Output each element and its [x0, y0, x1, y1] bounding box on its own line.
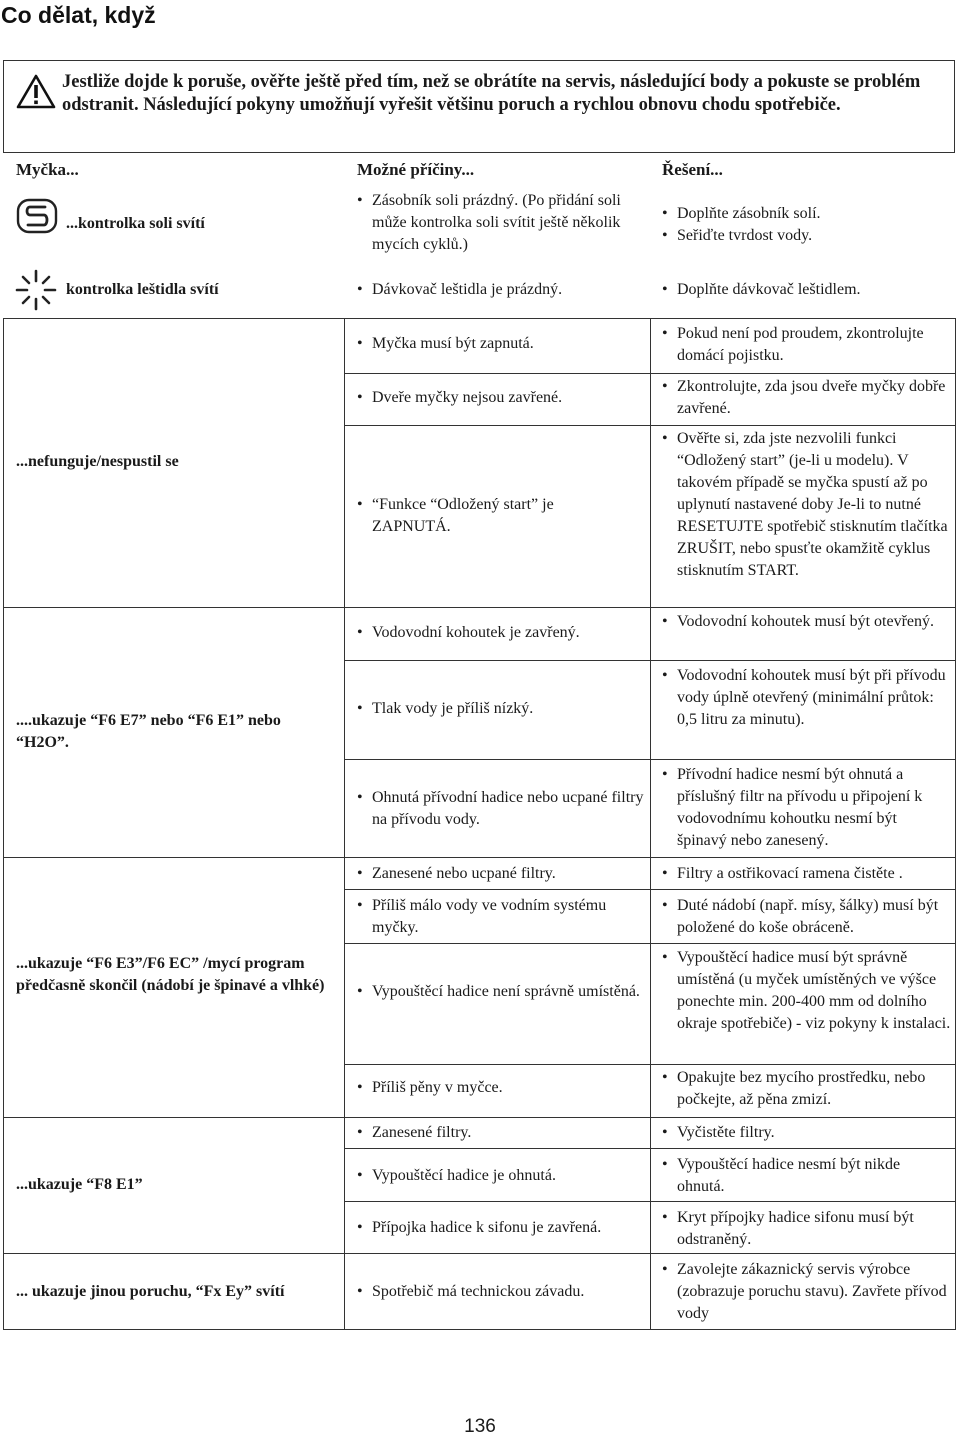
page-title: Co dělat, když — [1, 2, 156, 28]
solution-tap-closed: • Vodovodní kohoutek musí být otevřený. — [662, 611, 948, 633]
cause-filters-clogged: • Zanesené filtry. — [357, 1122, 647, 1144]
problem-f8-e1: ...ukazuje “F8 E1” — [16, 1176, 143, 1193]
column-header-problem: Myčka... — [16, 160, 79, 179]
cause-siphon-closed: • Přípojka hadice k sifonu je zavřená. — [357, 1217, 647, 1239]
solution-power: • Pokud není pod proudem, zkontrolujte domácí pojistku. — [662, 323, 948, 367]
solution-rinse-aid: • Doplňte dávkovač leštidlem. — [662, 279, 952, 301]
solution-siphon-cover: • Kryt přípojky hadice sifonu musí být odstraněný. — [662, 1207, 948, 1251]
problem-f6-e7: ....ukazuje “F6 E7” nebo “F6 E1” nebo “H2O”. — [16, 712, 281, 751]
cause-low-pressure: • Tlak vody je příliš nízký. — [357, 698, 647, 720]
cause-power: • Myčka musí být zapnutá. — [357, 333, 647, 355]
solution-clean-filters: • Vyčistěte filtry. — [662, 1122, 952, 1144]
solution-bent-inlet-hose: • Přívodní hadice nesmí být ohnutá a příslušný filtr na přívodu u připojení k vodovodnímu kohoutku nesmí být špinavý nebo zanesený. — [662, 764, 948, 852]
cause-drain-hose-bent: • Vypouštěcí hadice je ohnutá. — [357, 1165, 647, 1187]
cause-salt: • Zásobník soli prázdný. (Po přidání soli může kontrolka soli svítit ještě několik mycích cyklů.) — [357, 190, 647, 256]
solution-low-pressure: • Vodovodní kohoutek musí být při přívodu vody úplně otevřený (minimální průtok: 0,5 litru za minutu). — [662, 665, 948, 731]
solution-delay-start: • Ověřte si, zda jste nezvolili funkci “Odložený start” (je-li u modelu). V takovém případě se myčka spustí až po uplynutí nastavené doby Je-li to nutné RESETUJTE spotřebič stisknutím tlačítka ZRUŠIT, nebo spusťte okamžitě cyklus stisknutím START. — [662, 428, 948, 582]
warning-box — [3, 60, 955, 153]
cause-little-water: • Příliš málo vody ve vodním systému myčky. — [357, 895, 647, 939]
cause-technical-fault: • Spotřebič má technickou závadu. — [357, 1281, 647, 1303]
solution-too-much-foam: • Opakujte bez mycího prostředku, nebo počkejte, až pěna zmizí. — [662, 1067, 952, 1111]
solution-salt-2: • Seřiďte tvrdost vody. — [662, 225, 952, 247]
salt-indicator-icon — [16, 198, 58, 234]
problem-not-working: ...nefunguje/nespustil se — [16, 453, 179, 470]
column-header-solutions: Řešení... — [662, 160, 723, 179]
column-header-causes: Možné příčiny... — [357, 160, 475, 179]
solution-drain-hose-position: • Vypouštěcí hadice musí být správně umístěná (u myček umístěných ve výšce ponechte min. 200-400 mm od dolního okraje spotřebiče) - viz pokyny k instalaci. — [662, 947, 952, 1035]
page-number: 136 — [464, 1416, 496, 1437]
solution-call-service: • Zavolejte zákaznický servis výrobce (zobrazuje poruchu stavu). Zavřete přívod vody — [662, 1259, 948, 1325]
solution-clean-filters-arms: • Filtry a ostřikovací ramena čistěte . — [662, 863, 952, 885]
cause-rinse-aid: • Dávkovač leštidla je prázdný. — [357, 279, 647, 301]
warning-triangle-icon — [16, 74, 56, 110]
problem-other-error: ... ukazuje jinou poruchu, “Fx Ey” svítí — [16, 1283, 285, 1300]
problem-f6-e3: ...ukazuje “F6 E3”/F6 EC” /mycí program předčasně skončil (nádobí je špinavé a vlhké) — [16, 955, 325, 994]
cause-tap-closed: • Vodovodní kohoutek je zavřený. — [357, 622, 647, 644]
cause-clogged-filters: • Zanesené nebo ucpané filtry. — [357, 863, 647, 885]
cause-delay-start: • “Funkce “Odložený start” je ZAPNUTÁ. — [357, 494, 617, 538]
warning-text: Jestliže dojde k poruše, ověřte ještě před tím, než se obrátíte na servis, následující body a pokuste se problém odstranit. Následující pokyny umožňují vyřešit většinu poruch a rychlou obnovu chodu spotřebiče. — [62, 72, 921, 115]
cause-drain-hose-position: • Vypouštěcí hadice není správně umístěná. — [357, 981, 647, 1003]
cause-too-much-foam: • Příliš pěny v myčce. — [357, 1077, 647, 1099]
solution-hollow-dishes: • Duté nádobí (např. mísy, šálky) musí být položené do koše obráceně. — [662, 895, 952, 939]
cause-bent-inlet-hose: • Ohnutá přívodní hadice nebo ucpané filtry na přívodu vody. — [357, 787, 647, 831]
problem-rinse-aid-light: kontrolka leštidla svítí — [66, 281, 219, 298]
solution-salt-1: • Doplňte zásobník solí. — [662, 203, 952, 225]
solution-drain-hose-bent: • Vypouštěcí hadice nesmí být nikde ohnutá. — [662, 1154, 948, 1198]
problem-salt-light: ...kontrolka soli svítí — [66, 215, 205, 232]
rinse-aid-indicator-icon — [14, 268, 58, 312]
cause-door: • Dveře myčky nejsou zavřené. — [357, 387, 647, 409]
solution-door: • Zkontrolujte, zda jsou dveře myčky dobře zavřené. — [662, 376, 948, 420]
